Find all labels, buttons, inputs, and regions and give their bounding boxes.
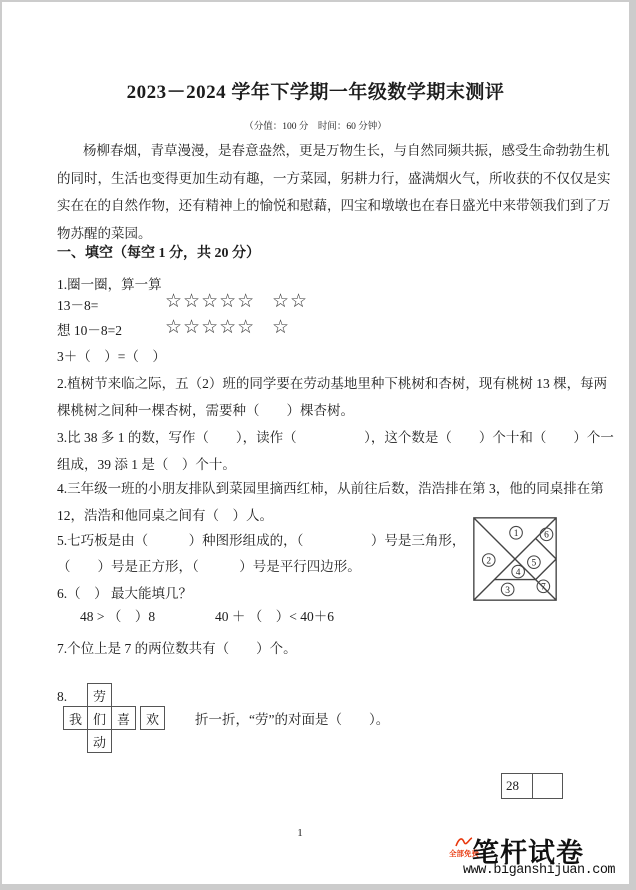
question-4-line-1: 4.三年级一班的小朋友排队到菜园里摘西红柿，从前往后数，浩浩排在第 3，他的同桌排在第 [57, 481, 604, 496]
tangram-label-7: 7 [540, 582, 546, 593]
cube-net-cell-row-2-label: 们 [92, 711, 106, 727]
intro-line-4: 物苏醒的菜园。 [57, 226, 152, 241]
tangram-label-6: 6 [544, 530, 549, 541]
intro-line-2: 的同时，生活也变得更加生动有趣，一方菜园，躬耕力行，盛满烟火气，所收获的不仅仅是实 [57, 171, 611, 186]
question-8-text: 折一折，“劳”的对面是（ ）。 [195, 712, 390, 727]
tangram-label-3: 3 [505, 585, 511, 596]
brand-logo-text: 笔杆试卷 [472, 838, 584, 868]
cube-net-cell-row-4-label: 欢 [145, 711, 159, 727]
intro-line-1: 杨柳春烟，青草漫漫，是春意盎然，更是万物生长，与自然同频共振，感受生命勃勃生机 [83, 143, 610, 158]
question-3-line-2: 组成，39 添 1 是（ ）个十。 [57, 457, 236, 472]
cube-net-cell-row-4 [140, 706, 165, 730]
question-3-line-1: 3.比 38 多 1 的数，写作（ ），读作（ ），这个数是（ ）个十和（ ）个一 [57, 430, 614, 445]
question-6-expression-1: 48 > （ ）8 [80, 609, 156, 624]
score-box [501, 773, 563, 799]
cube-net-cell-row-3 [111, 706, 136, 730]
question-1-expression-2: 想 10－8=2 [57, 323, 122, 338]
cube-net-cell-top [87, 683, 112, 707]
exam-paper-page [2, 2, 629, 884]
question-1-expression-1: 13－8= [57, 298, 99, 313]
tangram-label-4: 4 [515, 567, 521, 578]
stars-row1-group1: ☆☆☆☆☆ [165, 290, 256, 312]
question-4-line-2: 12，浩浩和他同桌之间有（ ）人。 [57, 508, 273, 523]
free-badge-label: 全部免费 [449, 849, 479, 858]
cube-net-cell-row-3-label: 喜 [116, 711, 130, 727]
cube-net-cell-row-1 [63, 706, 88, 730]
question-2-line-2: 棵桃树之间种一棵杏树，需要种（ ）棵杏树。 [57, 403, 354, 418]
cube-net-cell-row-1-label: 我 [68, 711, 82, 727]
score-box-value: 28 [506, 778, 519, 793]
question-1-expression-3: 3＋（ ）=（ ） [57, 349, 166, 364]
tangram-label-1: 1 [513, 529, 519, 540]
stars-row1-group2: ☆☆ [272, 290, 309, 312]
brand-website-url: www.biganshijuan.com [463, 863, 616, 878]
question-1-label: 1.圈一圈，算一算 [57, 277, 162, 292]
score-box-empty-cell [533, 774, 563, 798]
section-1-heading: 一、填空（每空 1 分，共 20 分） [57, 246, 260, 261]
question-5-line-1: 5.七巧板是由（ ）种图形组成的，（ ）号是三角形， [57, 533, 466, 548]
question-8-number: 8. [57, 689, 68, 704]
free-badge-scribble-icon [454, 835, 474, 849]
stars-row2-group1: ☆☆☆☆☆ [165, 316, 256, 338]
score-box-value-cell [502, 774, 533, 798]
question-6-expression-2: 40 ＋ （ ）< 40＋6 [215, 609, 334, 624]
cube-net-cell-bottom [87, 729, 112, 753]
page-number: 1 [297, 827, 303, 839]
tangram-label-2: 2 [486, 556, 492, 567]
question-6-label: 6.（ ） 最大能填几？ [57, 586, 192, 601]
cube-net-cell-row-2 [87, 706, 112, 730]
page-title: 2023－2024 学年下学期一年级数学期末测评 [126, 82, 505, 103]
question-2-line-1: 2.植树节来临之际，五（2）班的同学要在劳动基地里种下桃树和杏树，现有桃树 13 棵，每两 [57, 376, 608, 391]
tangram-label-5: 5 [531, 558, 537, 569]
intro-line-3: 实在在的自然作物，还有精神上的愉悦和慰藉，四宝和墩墩也在春日盛光中来带领我们到了万 [57, 198, 611, 213]
tangram-figure [472, 517, 558, 601]
question-7-line-1: 7.个位上是 7 的两位数共有（ ）个。 [57, 641, 297, 656]
question-5-line-2: （ ）号是正方形，（ ）号是平行四边形。 [57, 559, 361, 574]
stars-row2-group2: ☆ [272, 316, 291, 338]
cube-net-cell-bottom-label: 动 [92, 734, 106, 750]
exam-score-time-subtitle: （分值：100 分 时间：60 分钟） [244, 122, 387, 132]
cube-net-cell-top-label: 劳 [92, 688, 106, 704]
